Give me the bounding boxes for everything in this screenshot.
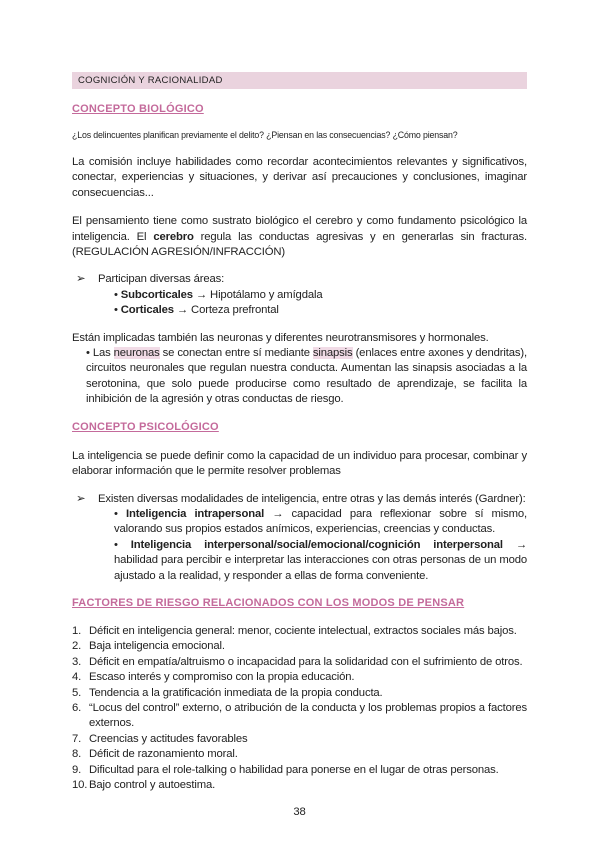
text: → habilidad para percibir e interpretar las interacciones con otras personas de un modo ajustado a la realidad, y responder a ellas de forma conveniente. [114, 538, 528, 582]
text: se conectan entre sí mediante [159, 347, 313, 360]
bold-text: Inteligencia interpersonal/social/emocional/cognición interpersonal [130, 538, 503, 551]
text: • Las [86, 347, 114, 360]
heading-psicologico: CONCEPTO PSICOLÓGICO [72, 420, 219, 433]
highlight-text: sinapsis [312, 347, 353, 360]
item-text: Tendencia a la gratificación inmediata de la propia conducta. [89, 686, 383, 699]
paragraph: La comisión incluye habilidades como recordar acontecimientos relevantes y significativos, conectar, experiencias y situaciones, y derivar así precauciones y conclusiones, imaginar consecuencias... [72, 156, 527, 199]
item-text: Déficit en empatía/altruismo o incapacidad para la solidaridad con el sufrimiento de otros. [89, 655, 523, 668]
list-item [72, 747, 527, 762]
question-line: ¿Los delincuentes planifican previamente el delito? ¿Piensan en las consecuencias? ¿Cómo piensan? [72, 130, 458, 140]
text: → Corteza prefrontal [173, 304, 279, 317]
item-number: 3. [72, 655, 82, 668]
item-text: Escaso interés y compromiso con la propia educación. [89, 671, 355, 684]
item-number: 6. [72, 701, 82, 714]
item-text: Baja inteligencia emocional. [89, 640, 225, 653]
page-number: 38 [293, 806, 306, 819]
item-number: 8. [72, 748, 82, 761]
list-item [72, 701, 527, 732]
list-item: • Subcorticales → Hipotálamo y amígdala [114, 288, 323, 301]
paragraph: Están implicadas también las neuronas y diferentes neurotransmisores y hormonales. [72, 331, 489, 344]
item-number: 5. [72, 686, 82, 699]
bold-text: cerebro [153, 230, 194, 243]
item-text: Dificultad para el role-talking o habilidad para ponerse en el lugar de otras personas. [89, 763, 499, 776]
list-item: • Corticales → Corteza prefrontal [114, 304, 279, 317]
risk-factor-list [72, 624, 527, 793]
item-text: Déficit en inteligencia general: menor, cociente intelectual, extractos sociales más bajos. [89, 624, 517, 637]
arrow-bullet-icon: ➢ [76, 273, 86, 286]
text: → capacidad para reflexionar sobre sí mismo, valorando sus propios estados anímicos, experiencias, creencias y conductas. [114, 507, 527, 536]
heading-biologico: CONCEPTO BIOLÓGICO [72, 103, 204, 115]
text: Existen diversas modalidades de inteligencia, entre otras y las demás interés (Gardner): [98, 492, 526, 505]
text: regula las conductas agresivas y en generarlas sin fracturas. (REGULACIÓN AGRESIÓN/INFRACCIÓN) [72, 230, 527, 259]
item-text: Bajo control y autoestima. [89, 779, 216, 791]
item-number: 4. [72, 671, 82, 684]
list-item [72, 624, 527, 639]
arrow-bullet-icon: ➢ [76, 492, 86, 505]
paragraph [72, 214, 527, 260]
list-item [72, 763, 527, 778]
bold-text: Inteligencia intrapersonal [125, 507, 265, 520]
bold-text: Subcorticales [120, 288, 193, 301]
list-item [72, 655, 527, 670]
areas-list [72, 272, 527, 318]
text: Participan diversas áreas: [98, 273, 225, 286]
list-item: • Inteligencia interpersonal/social/emocional/cognición interpersonal → habilidad para percibir e interpretar las interacciones con otras personas de un modo ajustado a la realidad, y responder a ellas de forma conveniente. [114, 538, 528, 582]
text: (enlaces entre axones y dendritas), circuitos neuronales que regulan nuestra conducta. Aumentan las sinapsis asociadas a la serotonina, que solo puede producirse como resultado de aprendizaje, se facilita la inhibición de la agresión y otras conductas de riesgo. [86, 347, 527, 406]
item-text: Creencias y actitudes favorables [89, 732, 248, 745]
item-text: “Locus del control” externo, o atribución de la conducta y los problemas propios a factores externos. [89, 701, 527, 730]
item-number: 10. [72, 779, 88, 791]
text: → Hipotálamo y amígdala [192, 288, 323, 301]
item-number: 2. [72, 640, 82, 653]
paragraph: La inteligencia se puede definir como la capacidad de un individuo para procesar, combinar y elaborar información que le permite resolver problemas [72, 449, 527, 478]
item-number: 7. [72, 732, 82, 745]
heading-factores: FACTORES DE RIESGO RELACIONADOS CON LOS MODOS DE PENSAR [72, 596, 465, 609]
list-item: • Inteligencia intrapersonal → capacidad para reflexionar sobre sí mismo, valorando sus propios estados anímicos, experiencias, creencias y conductas. [114, 507, 527, 536]
list-item [72, 639, 527, 654]
list-item [72, 732, 527, 747]
item-number: 1. [72, 624, 82, 637]
item-number: 9. [72, 763, 82, 776]
intelligence-list [72, 492, 527, 584]
item-text: Déficit de razonamiento moral. [89, 748, 238, 761]
section-band: COGNICIÓN Y RACIONALIDAD [72, 72, 527, 89]
text: El pensamiento tiene como sustrato biológico el cerebro y como fundamento psicológico la inteligencia. El [72, 215, 527, 243]
highlight-text: neuronas [113, 347, 160, 360]
list-item [72, 670, 527, 685]
list-item [72, 686, 527, 701]
list-item [72, 778, 527, 793]
paragraph [72, 346, 527, 408]
bold-text: Corticales [120, 304, 174, 317]
